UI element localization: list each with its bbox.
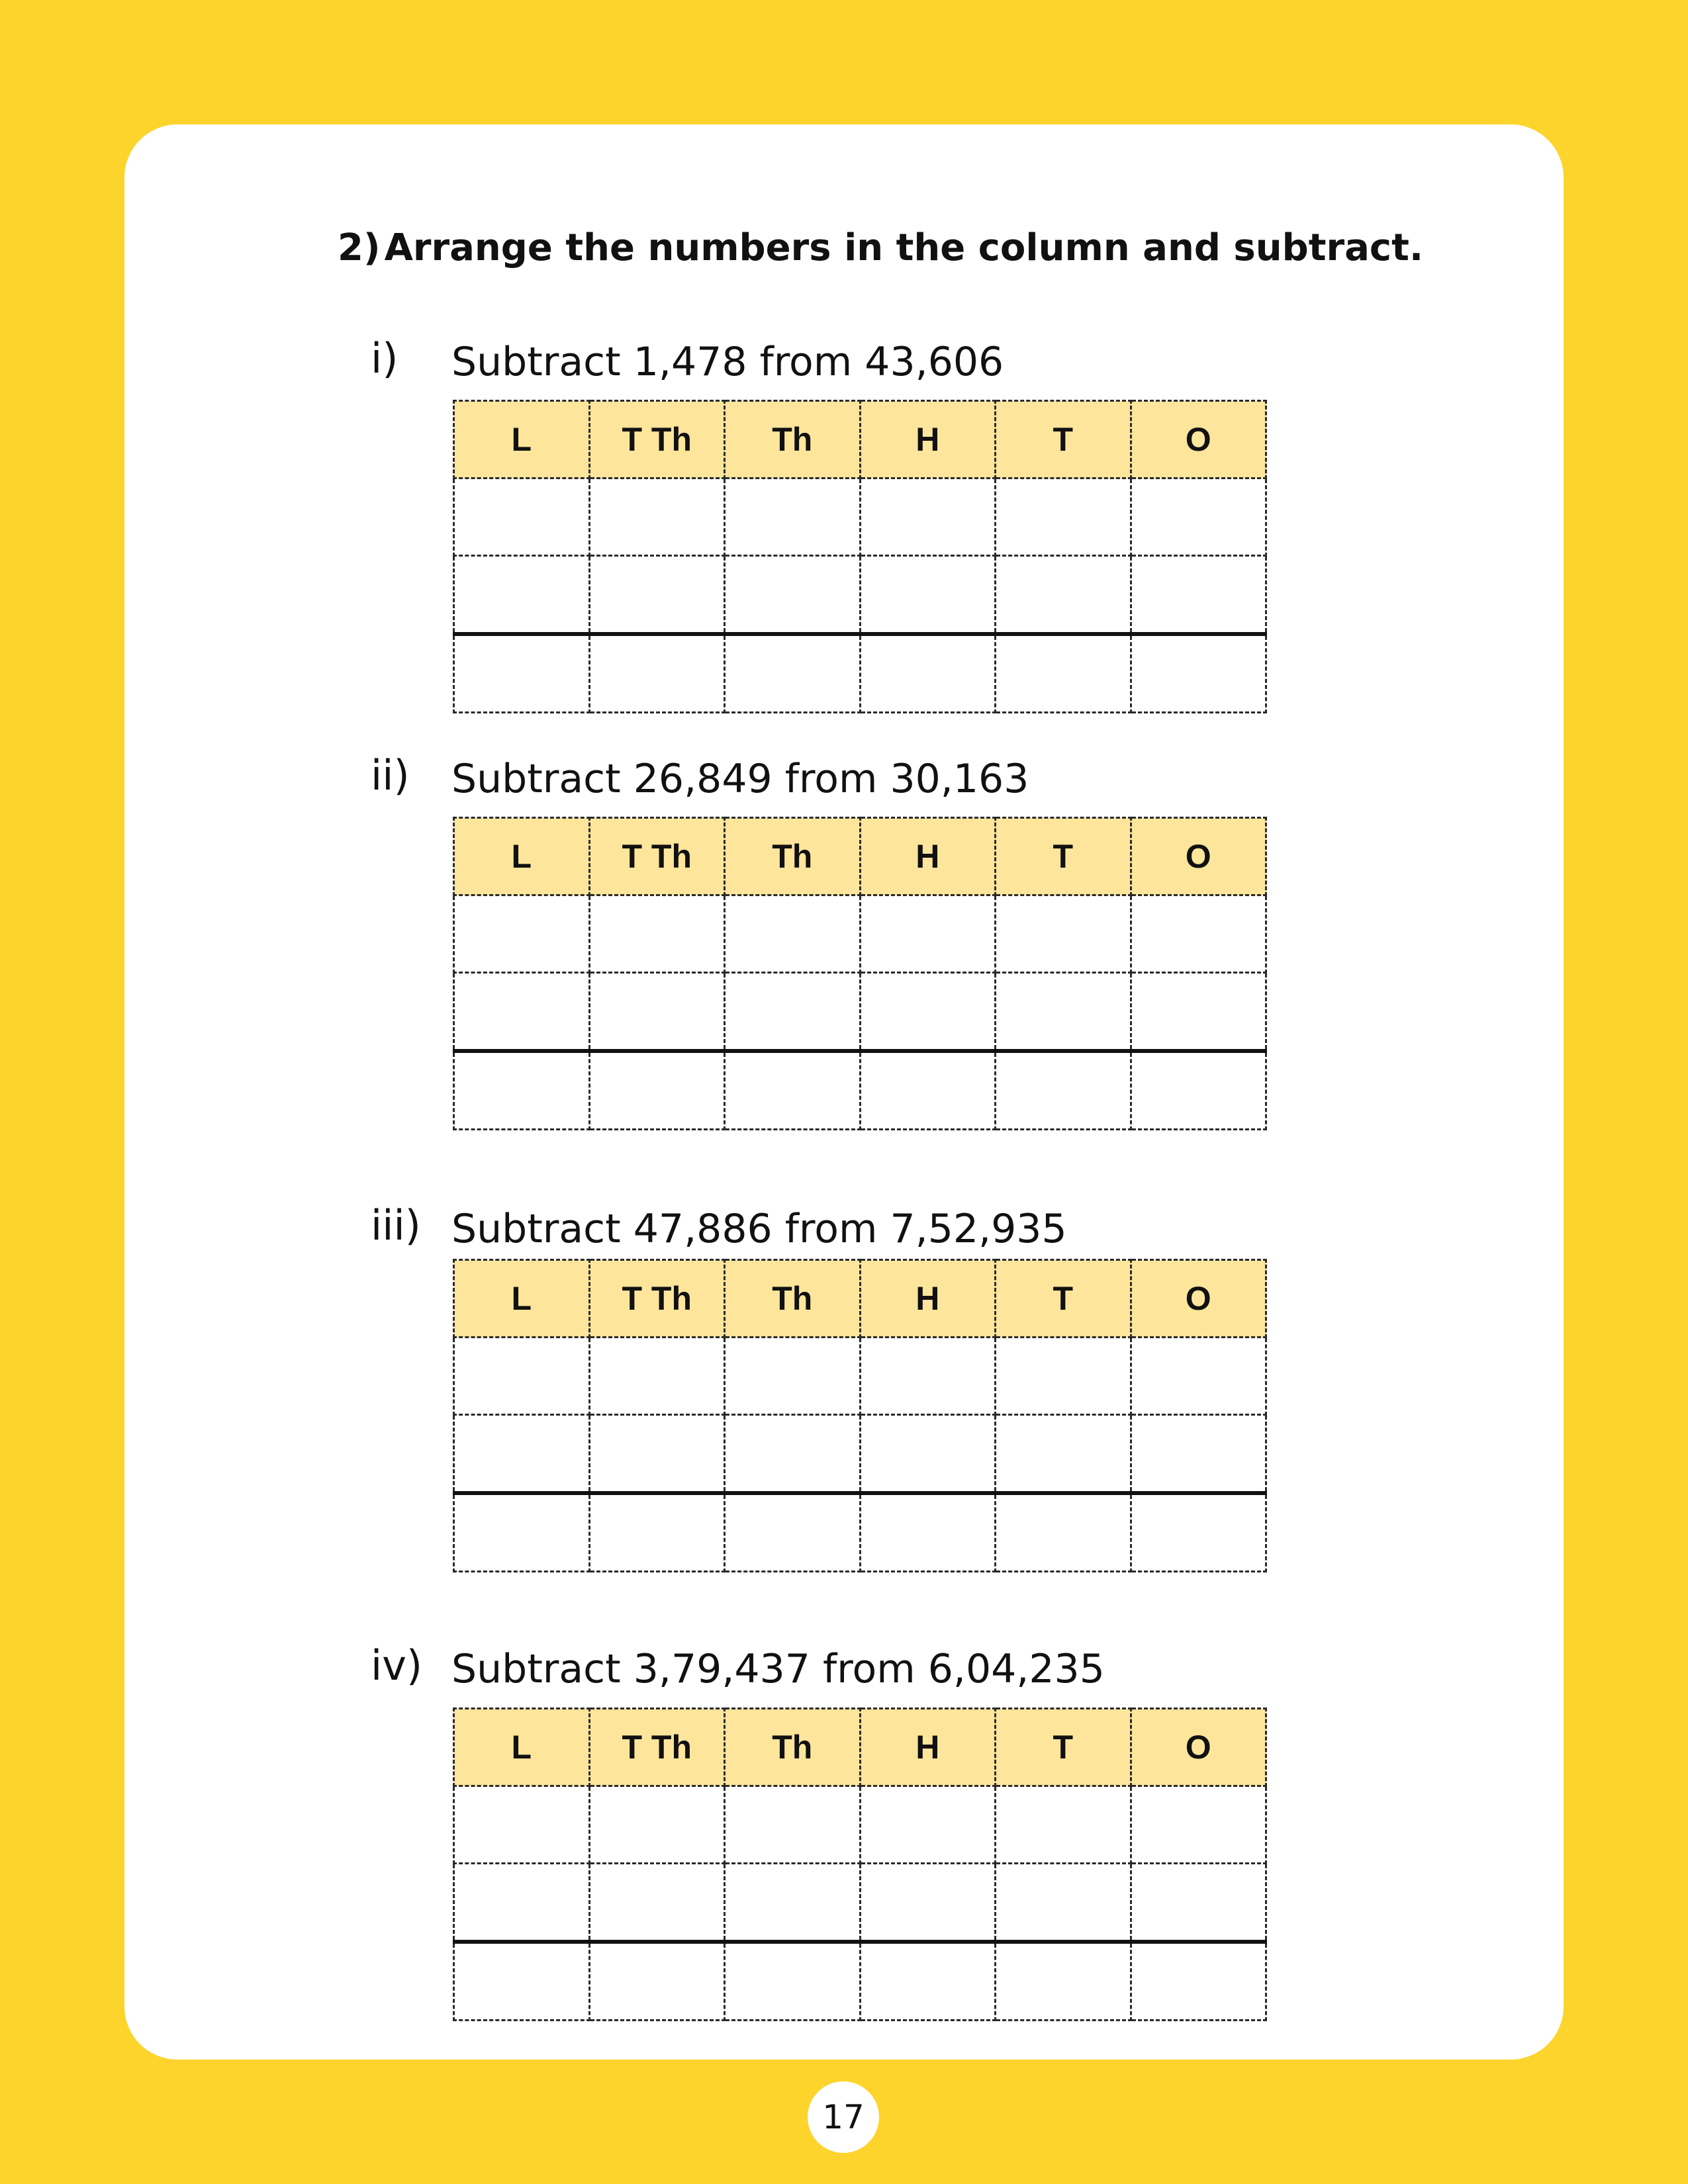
answer-cell[interactable] xyxy=(725,634,861,713)
input-cell[interactable] xyxy=(454,1338,590,1415)
column-header-thousands: Th xyxy=(725,1260,861,1338)
answer-cell[interactable] xyxy=(996,1493,1131,1572)
subtrahend-row xyxy=(454,556,1266,635)
answer-cell[interactable] xyxy=(860,1942,996,2021)
input-cell[interactable] xyxy=(589,973,725,1052)
input-cell[interactable] xyxy=(996,1415,1131,1494)
place-value-header-row xyxy=(454,818,1266,895)
answer-cell[interactable] xyxy=(454,634,590,713)
answer-cell[interactable] xyxy=(996,634,1131,713)
place-value-table xyxy=(453,817,1267,1130)
column-header-ten-thousands: T Th xyxy=(589,818,725,895)
input-cell[interactable] xyxy=(1131,478,1266,556)
answer-cell[interactable] xyxy=(454,1051,590,1130)
input-cell[interactable] xyxy=(860,1415,996,1494)
answer-cell[interactable] xyxy=(589,634,725,713)
input-cell[interactable] xyxy=(589,1786,725,1864)
input-cell[interactable] xyxy=(454,1415,590,1494)
answer-cell[interactable] xyxy=(454,1942,590,2021)
column-header-thousands: Th xyxy=(725,1709,861,1786)
input-cell[interactable] xyxy=(725,478,861,556)
input-cell[interactable] xyxy=(996,1786,1131,1864)
difference-row xyxy=(454,1942,1266,2021)
question-instruction: Arrange the numbers in the column and subtract. xyxy=(384,226,1424,269)
column-header-lakhs: L xyxy=(454,1709,590,1786)
column-header-tens: T xyxy=(996,1709,1131,1786)
answer-cell[interactable] xyxy=(1131,1493,1266,1572)
difference-row xyxy=(454,1493,1266,1572)
input-cell[interactable] xyxy=(725,556,861,635)
input-cell[interactable] xyxy=(996,1864,1131,1942)
input-cell[interactable] xyxy=(860,478,996,556)
column-header-thousands: Th xyxy=(725,401,861,478)
column-header-tens: T xyxy=(996,401,1131,478)
column-header-ten-thousands: T Th xyxy=(589,1709,725,1786)
input-cell[interactable] xyxy=(589,1864,725,1942)
answer-cell[interactable] xyxy=(860,1493,996,1572)
minuend-row xyxy=(454,1786,1266,1864)
input-cell[interactable] xyxy=(996,478,1131,556)
answer-cell[interactable] xyxy=(589,1942,725,2021)
input-cell[interactable] xyxy=(860,556,996,635)
place-value-header-row xyxy=(454,1709,1266,1786)
problem-numeral: ii) xyxy=(371,751,410,799)
input-cell[interactable] xyxy=(996,895,1131,973)
question-heading xyxy=(338,226,1423,269)
difference-row xyxy=(454,634,1266,713)
problem-prompt: Subtract 47,886 from 7,52,935 xyxy=(451,1206,1067,1252)
input-cell[interactable] xyxy=(725,973,861,1052)
input-cell[interactable] xyxy=(725,895,861,973)
subtrahend-row xyxy=(454,1415,1266,1494)
input-cell[interactable] xyxy=(860,973,996,1052)
minuend-row xyxy=(454,895,1266,973)
input-cell[interactable] xyxy=(1131,1786,1266,1864)
column-header-ones: O xyxy=(1131,818,1266,895)
problem-prompt: Subtract 3,79,437 from 6,04,235 xyxy=(451,1646,1105,1692)
answer-cell[interactable] xyxy=(589,1493,725,1572)
input-cell[interactable] xyxy=(860,1864,996,1942)
column-header-lakhs: L xyxy=(454,401,590,478)
column-header-lakhs: L xyxy=(454,818,590,895)
minuend-row xyxy=(454,478,1266,556)
input-cell[interactable] xyxy=(996,973,1131,1052)
input-cell[interactable] xyxy=(1131,895,1266,973)
answer-cell[interactable] xyxy=(860,1051,996,1130)
input-cell[interactable] xyxy=(860,1786,996,1864)
problem-numeral: iii) xyxy=(371,1201,421,1250)
input-cell[interactable] xyxy=(454,556,590,635)
column-header-lakhs: L xyxy=(454,1260,590,1338)
column-header-ones: O xyxy=(1131,1709,1266,1786)
input-cell[interactable] xyxy=(589,1415,725,1494)
column-header-thousands: Th xyxy=(725,818,861,895)
page-number: 17 xyxy=(808,2081,879,2153)
answer-cell[interactable] xyxy=(725,1051,861,1130)
input-cell[interactable] xyxy=(454,1786,590,1864)
input-cell[interactable] xyxy=(725,1864,861,1942)
input-cell[interactable] xyxy=(725,1415,861,1494)
input-cell[interactable] xyxy=(589,556,725,635)
problem-prompt: Subtract 1,478 from 43,606 xyxy=(451,339,1004,385)
answer-cell[interactable] xyxy=(725,1493,861,1572)
input-cell[interactable] xyxy=(1131,1338,1266,1415)
input-cell[interactable] xyxy=(589,895,725,973)
question-number: 2) xyxy=(338,226,381,269)
answer-cell[interactable] xyxy=(1131,1051,1266,1130)
place-value-table xyxy=(453,1259,1267,1572)
answer-cell[interactable] xyxy=(996,1051,1131,1130)
column-header-ones: O xyxy=(1131,1260,1266,1338)
column-header-tens: T xyxy=(996,1260,1131,1338)
problem-numeral: iv) xyxy=(371,1641,423,1690)
problem-numeral: i) xyxy=(371,334,399,383)
input-cell[interactable] xyxy=(1131,556,1266,635)
input-cell[interactable] xyxy=(725,1786,861,1864)
input-cell[interactable] xyxy=(996,556,1131,635)
answer-cell[interactable] xyxy=(996,1942,1131,2021)
column-header-ten-thousands: T Th xyxy=(589,1260,725,1338)
minuend-row xyxy=(454,1338,1266,1415)
answer-cell[interactable] xyxy=(589,1051,725,1130)
subtrahend-row xyxy=(454,1864,1266,1942)
column-header-hundreds: H xyxy=(860,818,996,895)
input-cell[interactable] xyxy=(454,1864,590,1942)
place-value-table xyxy=(453,1707,1267,2021)
input-cell[interactable] xyxy=(589,478,725,556)
input-cell[interactable] xyxy=(454,973,590,1052)
input-cell[interactable] xyxy=(1131,973,1266,1052)
answer-cell[interactable] xyxy=(454,1493,590,1572)
place-value-header-row xyxy=(454,401,1266,478)
problem-prompt: Subtract 26,849 from 30,163 xyxy=(451,756,1029,802)
place-value-header-row xyxy=(454,1260,1266,1338)
column-header-ten-thousands: T Th xyxy=(589,401,725,478)
place-value-table xyxy=(453,400,1267,713)
input-cell[interactable] xyxy=(860,1338,996,1415)
answer-cell[interactable] xyxy=(1131,1942,1266,2021)
column-header-ones: O xyxy=(1131,401,1266,478)
input-cell[interactable] xyxy=(589,1338,725,1415)
answer-cell[interactable] xyxy=(725,1942,861,2021)
input-cell[interactable] xyxy=(454,895,590,973)
input-cell[interactable] xyxy=(725,1338,861,1415)
input-cell[interactable] xyxy=(454,478,590,556)
input-cell[interactable] xyxy=(996,1338,1131,1415)
answer-cell[interactable] xyxy=(860,634,996,713)
difference-row xyxy=(454,1051,1266,1130)
column-header-tens: T xyxy=(996,818,1131,895)
column-header-hundreds: H xyxy=(860,401,996,478)
input-cell[interactable] xyxy=(860,895,996,973)
input-cell[interactable] xyxy=(1131,1415,1266,1494)
answer-cell[interactable] xyxy=(1131,634,1266,713)
column-header-hundreds: H xyxy=(860,1709,996,1786)
subtrahend-row xyxy=(454,973,1266,1052)
column-header-hundreds: H xyxy=(860,1260,996,1338)
input-cell[interactable] xyxy=(1131,1864,1266,1942)
